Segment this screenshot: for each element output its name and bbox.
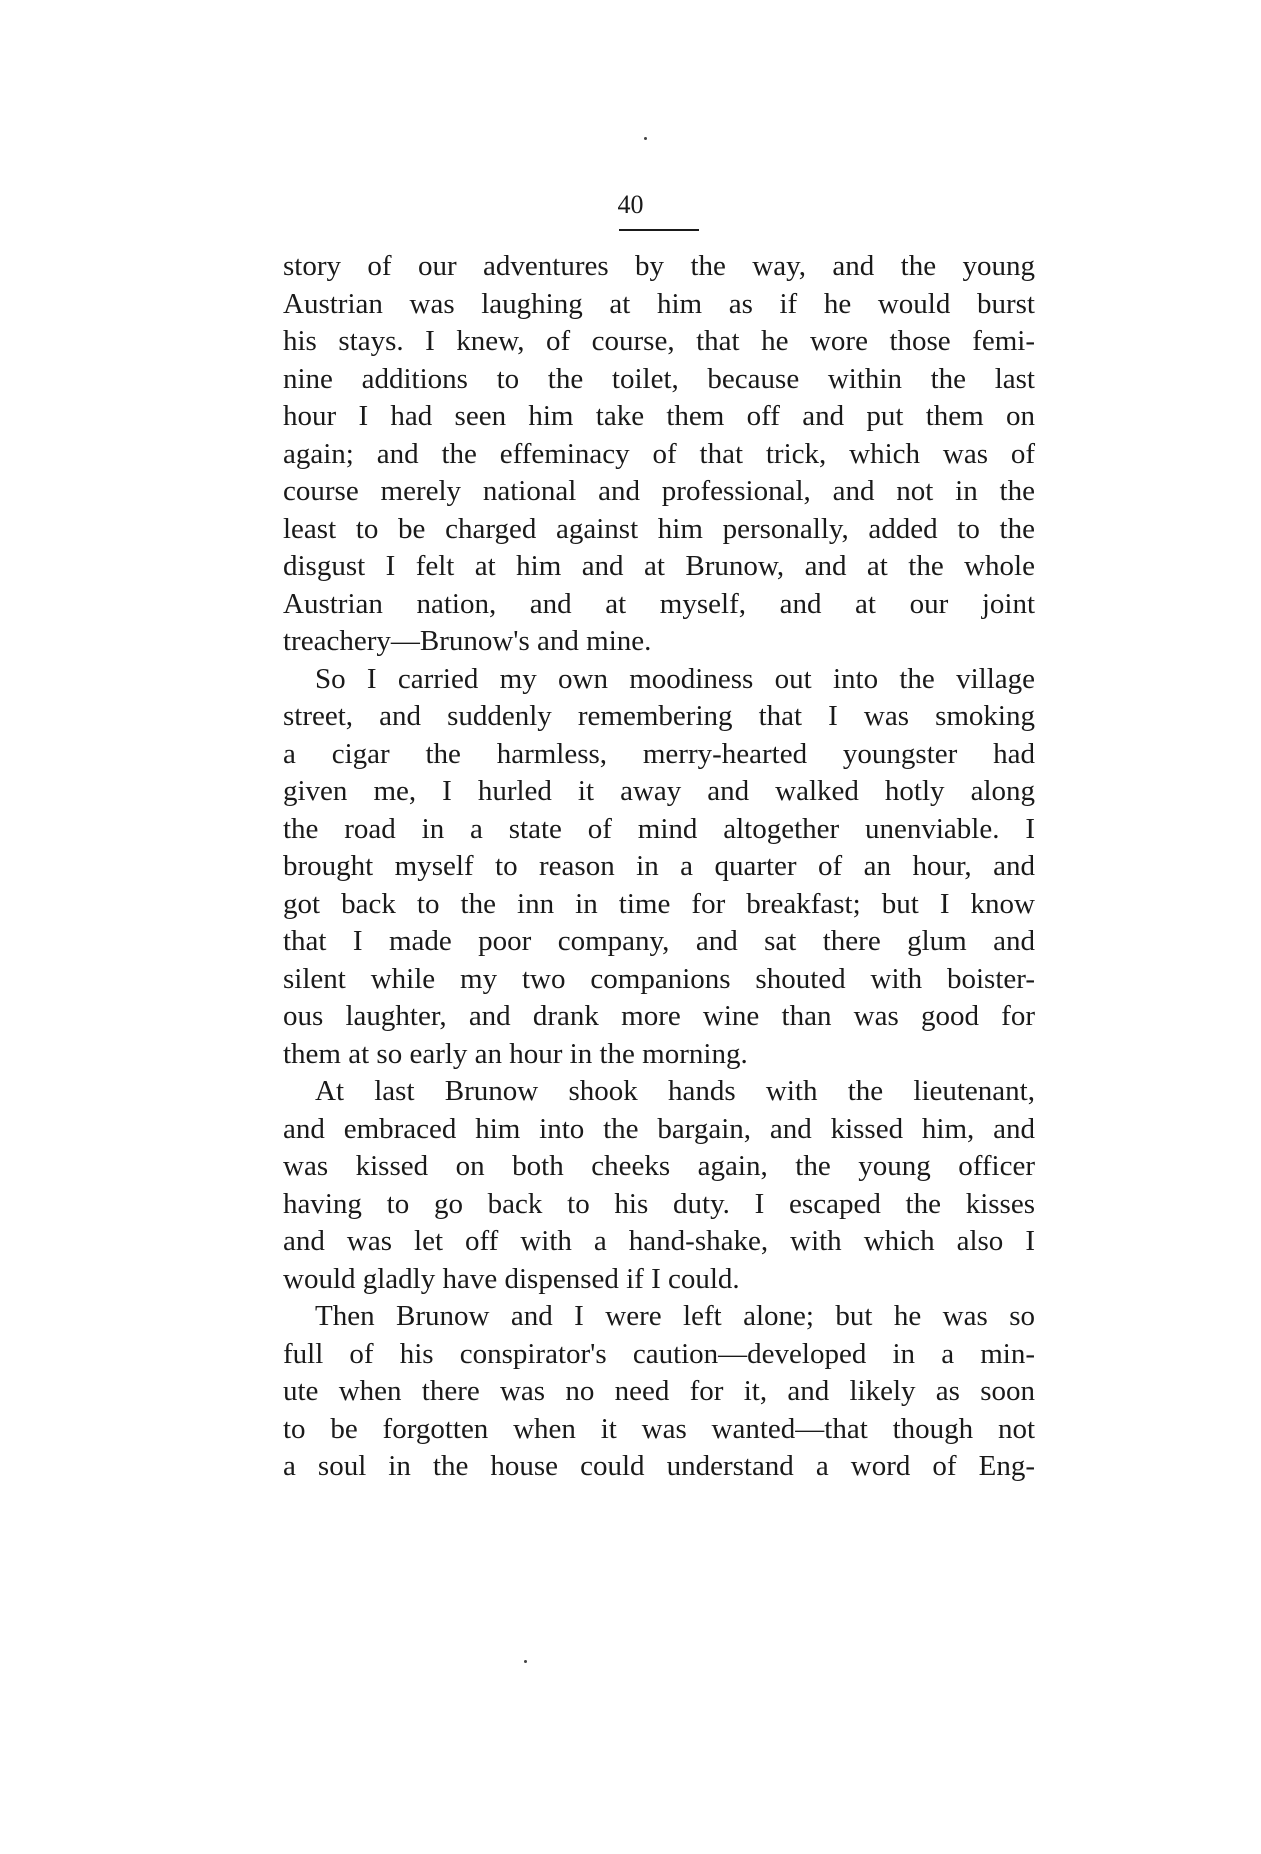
- text-line: silent while my two companions shouted with boister-: [283, 962, 1035, 995]
- text-line: brought myself to reason in a quarter of an hour, and: [283, 850, 1035, 882]
- text-line: his stays. I knew, of course, that he wore those femi-: [283, 325, 1035, 357]
- text-line: street, and suddenly remembering that I was smoking: [283, 700, 1035, 732]
- text-line: a cigar the harmless, merry-hearted youngster had: [283, 737, 1035, 770]
- text-line: that I made poor company, and sat there glum and: [283, 925, 1035, 957]
- text-line: story of our adventures by the way, and the young: [283, 250, 1035, 282]
- page-number: 40: [617, 190, 644, 219]
- text-line: given me, I hurled it away and walked hotly along: [283, 775, 1035, 807]
- text-line: treachery—Brunow's and mine.: [283, 625, 652, 657]
- ink-speck: [524, 1660, 527, 1663]
- text-line: full of his conspirator's caution—developed in a min-: [283, 1337, 1035, 1370]
- text-line: disgust I felt at him and at Brunow, and at the whole: [283, 550, 1035, 582]
- text-line: hour I had seen him take them off and put them on: [283, 400, 1035, 432]
- paragraph-first-line: Then Brunow and I were left alone; but he was so: [315, 1300, 1035, 1332]
- text-line: was kissed on both cheeks again, the young officer: [283, 1150, 1035, 1182]
- text-line: course merely national and professional, and not in the: [283, 475, 1035, 507]
- text-line: them at so early an hour in the morning.: [283, 1037, 748, 1070]
- paragraph-first-line: So I carried my own moodiness out into the village: [315, 662, 1035, 695]
- text-line: and embraced him into the bargain, and kissed him, and: [283, 1112, 1035, 1145]
- text-line: ute when there was no need for it, and likely as soon: [283, 1375, 1035, 1407]
- text-line: having to go back to his duty. I escaped the kisses: [283, 1187, 1035, 1220]
- text-line: least to be charged against him personally, added to the: [283, 512, 1035, 545]
- paragraph-first-line: At last Brunow shook hands with the lieutenant,: [315, 1075, 1035, 1107]
- text-line: the road in a state of mind altogether unenviable. I: [283, 812, 1035, 845]
- text-line: would gladly have dispensed if I could.: [283, 1262, 740, 1295]
- text-line: got back to the inn in time for breakfast; but I know: [283, 887, 1035, 920]
- text-line: and was let off with a hand-shake, with which also I: [283, 1225, 1035, 1257]
- text-line: a soul in the house could understand a word of Eng-: [283, 1450, 1035, 1482]
- body-text: [283, 248, 1035, 1486]
- ink-speck: [644, 137, 647, 140]
- text-line: Austrian was laughing at him as if he would burst: [283, 287, 1035, 320]
- page-number-rule: [619, 229, 699, 231]
- text-line: again; and the effeminacy of that trick, which was of: [283, 437, 1035, 470]
- text-line: nine additions to the toilet, because within the last: [283, 362, 1035, 395]
- text-line: Austrian nation, and at myself, and at our joint: [283, 587, 1035, 620]
- text-line: to be forgotten when it was wanted—that though not: [283, 1412, 1035, 1445]
- text-line: ous laughter, and drank more wine than was good for: [283, 1000, 1035, 1032]
